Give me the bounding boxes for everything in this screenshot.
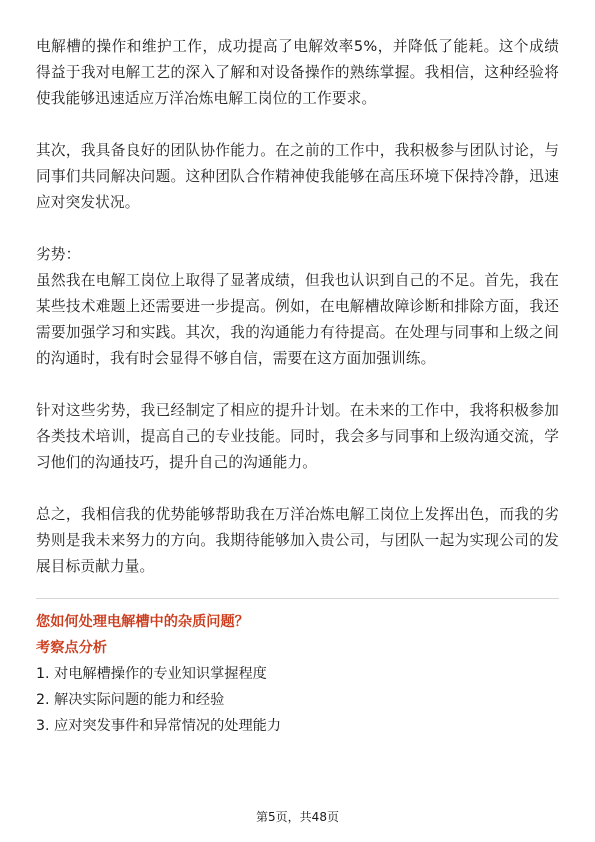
paragraph-spacer (36, 112, 559, 138)
page-number: 第5页，共48页 (256, 810, 339, 824)
paragraph-conclusion: 总之，我相信我的优势能够帮助我在万洋冶炼电解工岗位上发挥出色，而我的劣势则是我未来努力的方向。我期待能够加入贵公司，与团队一起为实现公司的发展目标贡献力量。 (36, 506, 559, 575)
paragraph-teamwork: 其次，我具备良好的团队协作能力。在之前的工作中，我积极参与团队讨论，与同事们共同解决问题。这种团队合作精神使我能够在高压环境下保持冷静，迅速应对突发状况。 (36, 142, 559, 211)
paragraph-improvement-plan: 针对这些劣势，我已经制定了相应的提升计划。在未来的工作中，我将积极参加各类技术培训，提高自己的专业技能。同时，我会多与同事和上级沟通交流，学习他们的沟通技巧，提升自己的沟通能力。 (36, 402, 559, 471)
analysis-heading: 考察点分析 (36, 640, 107, 656)
interview-question: 您如何处理电解槽中的杂质问题？ (36, 614, 249, 630)
list-item: 2. 解决实际问题的能力和经验 (36, 692, 225, 708)
analysis-points-list (36, 661, 559, 739)
paragraph-experience: 电解槽的操作和维护工作，成功提高了电解效率5%，并降低了能耗。这个成绩得益于我对电解工艺的深入了解和对设备操作的熟练掌握。我相信，这种经验将使我能够迅速适应万洋冶炼电解工岗位的工作要求。 (36, 38, 559, 107)
paragraph-spacer (36, 216, 559, 242)
list-item: 1. 对电解槽操作的专业知识掌握程度 (36, 666, 267, 682)
paragraph-spacer (36, 372, 559, 398)
paragraph-spacer (36, 476, 559, 502)
section-divider (36, 598, 559, 599)
list-item: 3. 应对突发事件和异常情况的处理能力 (36, 718, 282, 734)
document-body (36, 34, 559, 739)
weakness-label: 劣势： (36, 246, 81, 263)
paragraph-weakness: 虽然我在电解工岗位上取得了显著成绩，但我也认识到自己的不足。首先，我在某些技术难题上还需要进一步提高。例如，在电解槽故障诊断和排除方面，我还需要加强学习和实践。其次，我的沟通能力有待提高。在处理与同事和上级之间的沟通时，我有时会显得不够自信，需要在这方面加强训练。 (36, 272, 559, 367)
